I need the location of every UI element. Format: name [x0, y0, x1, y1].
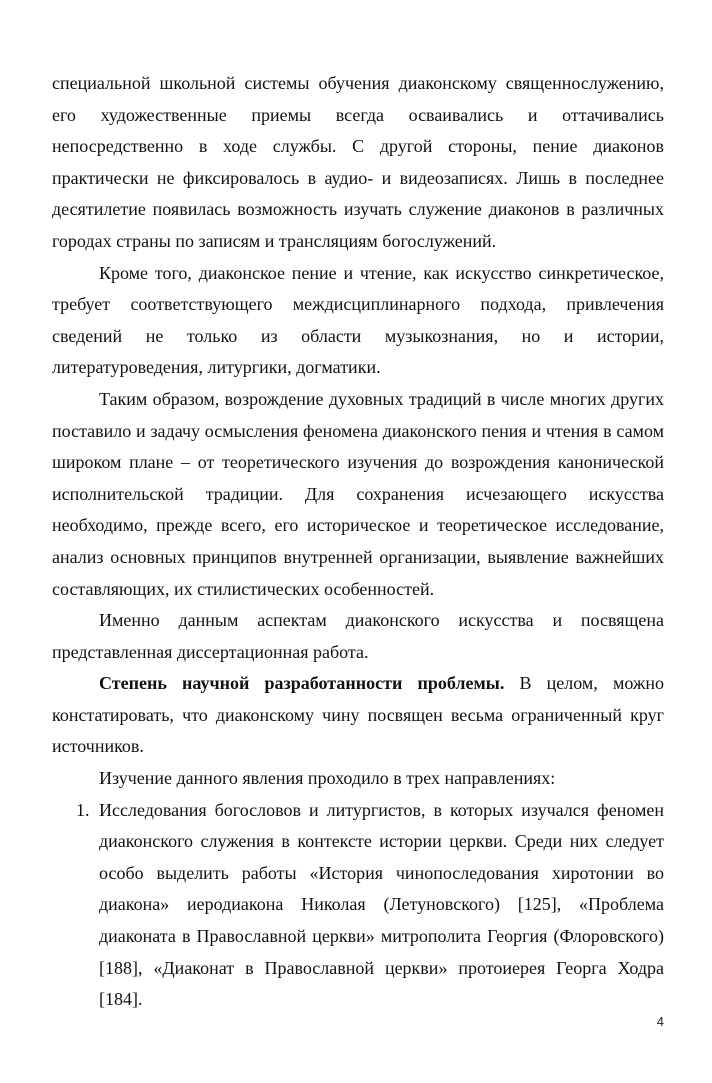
list-item	[52, 795, 664, 1016]
paragraph-2: Кроме того, диаконское пение и чтение, как искусство синкретическое, требует соответствующего междисциплинарного подхода, привлечения сведений не только из области музыкознания, но и истории, литературоведения, литургики, догматики.	[52, 262, 664, 378]
paragraph-5	[52, 668, 664, 763]
paragraph-5-text: В целом, можно констатировать, что диаконскому чину посвящен весьма ограниченный круг источников.	[52, 673, 664, 757]
paragraph-6: Изучение данного явления проходило в трех направлениях:	[99, 768, 556, 789]
body-text	[52, 68, 664, 1016]
list-item-number: 1.	[76, 799, 90, 820]
section-heading-inline: Степень научной разработанности проблемы.	[99, 673, 505, 694]
paragraph-3: Таким образом, возрождение духовных традиций в числе многих других поставило и задачу осмысления феномена диаконского пения и чтения в самом широком плане – от теоретического изучения до возрождения канонической исполнительской традиции. Для сохранения исчезающего искусства необходимо, прежде всего, его историческое и теоретическое исследование, анализ основных принципов внутренней организации, выявление важнейших составляющих, их стилистических особенностей.	[52, 388, 664, 599]
page-number: 4	[656, 1014, 664, 1029]
paragraph-4: Именно данным аспектам диаконского искусства и посвящена представленная диссертационная работа.	[52, 610, 664, 662]
list-item-text: Исследования богословов и литургистов, в которых изучался феномен диаконского служения в контексте истории церкви. Среди них следует особо выделить работы «История чинопоследования хиротонии во диакона» иеродиакона Николая (Летуновского) [125], «Проблема диаконата в Православной церкви» митрополита Георгия (Флоровского) [188], «Диаконат в Православной церкви» протоиерея Георга Ходра [184].	[99, 799, 664, 1010]
numbered-list	[52, 795, 664, 1016]
paragraph-1: специальной школьной системы обучения диаконскому священнослужению, его художественные приемы всегда осваивались и оттачивались непосредственно в ходе службы. С другой стороны, пение диаконов практически не фиксировалось в аудио- и видеозаписях. Лишь в последнее десятилетие появилась возможность изучать служение диаконов в различных городах страны по записям и трансляциям богослужений.	[52, 73, 664, 251]
